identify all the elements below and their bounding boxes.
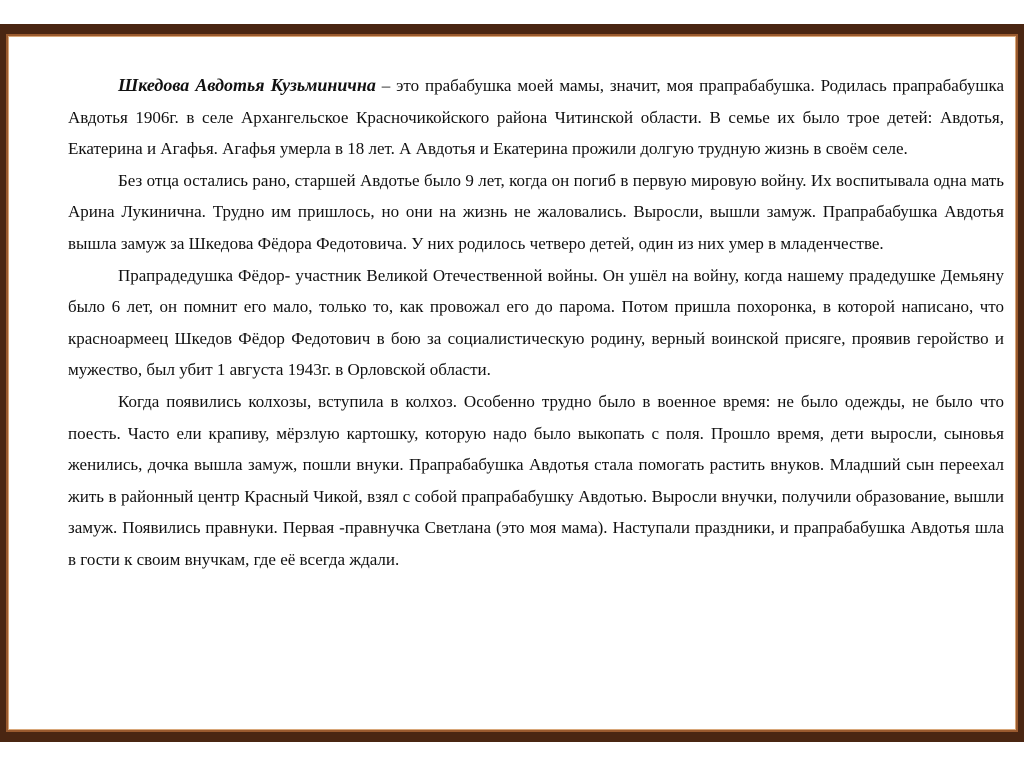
person-name: Шкедова Авдотья Кузьминична <box>118 75 376 95</box>
document-body <box>68 70 1004 576</box>
paragraph-1-text: – это прабабушка моей мамы, значит, моя прапрабабушка. Родилась прапрабабушка Авдотья 1906г. в селе Архангельское Красночикойского района Читинской области. В семье их было трое детей: Авдотья, Екатерина и Агафья. Агафья умерла в 18 лет. А Авдотья и Екатерина прожили долгую трудную жизнь в своём селе. <box>68 76 1004 159</box>
paragraph-4: Когда появились колхозы, вступила в колхоз. Особенно трудно было в военное время: не было одежды, не было что поесть. Часто ели крапиву, мёрзлую картошку, которую надо было выкопать с поля. Прошло время, дети выросли, сыновья женились, дочка вышла замуж, пошли внуки. Прапрабабушка Авдотья стала помогать растить внуков. Младший сын переехал жить в районный центр Красный Чикой, взял с собой прапрабабушку Авдотью. Выросли внучки, получили образование, вышли замуж. Появились правнуки. Первая -правнучка Светлана (это моя мама). Наступали праздники, и прапрабабушка Авдотья шла в гости к своим внучкам, где её всегда ждали. <box>68 391 1004 569</box>
paragraph-3: Прапрадедушка Фёдор- участник Великой Отечественной войны. Он ушёл на войну, когда нашему прадедушке Демьяну было 6 лет, он помнит его мало, только то, как провожал его до парома. Потом пришла похоронка, в которой написано, что красноармеец Шкедов Фёдор Федотович в бою за социалистическую родину, верный воинской присяге, проявив геройство и мужество, был убит 1 августа 1943г. в Орловской области. <box>68 265 1004 380</box>
paragraph-2: Без отца остались рано, старшей Авдотье было 9 лет, когда он погиб в первую мировую войну. Их воспитывала одна мать Арина Лукинична. Трудно им пришлось, но они на жизнь не жаловались. Выросли, вышли замуж. Прапрабабушка Авдотья вышла замуж за Шкедова Фёдора Федотовича. У них родилось четверо детей, один из них умер в младенчестве. <box>68 170 1004 253</box>
paragraph-1 <box>68 70 1004 165</box>
